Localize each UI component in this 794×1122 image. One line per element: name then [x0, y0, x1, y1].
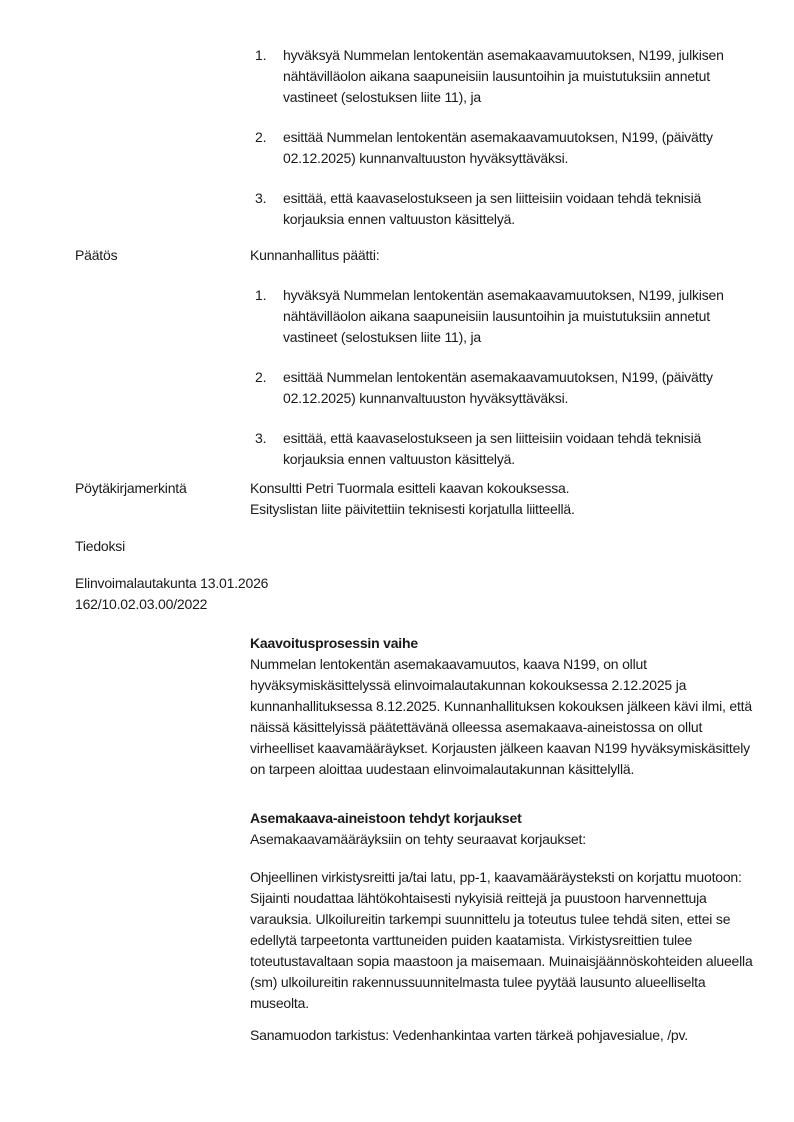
protocol-note-line: Esityslistan liite päivitettiin teknisesti korjatulla liitteellä. [250, 501, 575, 517]
list-item-text: esittää, että kaavaselostukseen ja sen liitteisiin voidaan tehdä teknisiä korjauksia ennen valtuuston käsittelyä. [283, 190, 702, 227]
list-item-text: esittää Nummelan lentokentän asemakaavamuutoksen, N199, (päivätty 02.12.2025) kunnanvaltuuston hyväksyttäväksi. [283, 369, 713, 406]
list-item [250, 428, 758, 470]
list-item-text: hyväksyä Nummelan lentokentän asemakaavamuutoksen, N199, julkisen nähtävilläolon aikana saapuneisiin lausuntoihin ja muistutuksiin annetut vastineet (selostuksen liite 11), ja [283, 287, 724, 345]
list-item [250, 367, 758, 409]
for-information-label: Tiedoksi [75, 538, 126, 554]
list-item-number: 3. [255, 190, 267, 206]
process-phase-body: Nummelan lentokentän asemakaavamuutos, kaava N199, on ollut hyväksymiskäsittelyssä elinvoimalautakunnan kokouksessa 2.12.2025 ja kunnanhallituksessa 8.12.2025. Kunnanhallituksen kokouksen jälkeen kävi ilmi, että näissä käsittelyissä päätettävänä olleessa asemakaava-aineistossa on ollut virheelliset kaavamääräykset. Korjausten jälkeen kaavan N199 hyväksymiskäsittely on tarpeen aloittaa uudestaan elinvoimalautakunnan käsittelyllä. [250, 656, 752, 777]
corrections-intro: Asemakaavamääräyksiin on tehty seuraavat korjaukset: [250, 831, 586, 847]
list-item [250, 45, 758, 108]
list-item-number: 3. [255, 430, 267, 446]
list-item-text: esittää Nummelan lentokentän asemakaavamuutoksen, N199, (päivätty 02.12.2025) kunnanvaltuuston hyväksyttäväksi. [283, 129, 713, 166]
list-item-number: 1. [255, 47, 267, 63]
corrections-body: Ohjeellinen virkistysreitti ja/tai latu, pp-1, kaavamääräysteksti on korjattu muotoon: Sijainti noudattaa lähtökohtaisesti nykyisiä reittejä ja puustoon harvennettuja varauksia. Ulkoilureitin tarkempi suunnittelu ja toteutus tulee tehdä siten, ettei se edellytä tarpeetonta varttuneiden puiden kaatamista. Virkistysreittien tulee toteutustavaltaan sopia maastoon ja maisemaan. Muinaisjäännöskohteiden alueella (sm) ulkoilureitin rakennussuunnitelmasta tulee pyytää lausunto alueelliselta museolta. [250, 869, 753, 1011]
list-item [250, 285, 758, 348]
decision-list [250, 285, 758, 470]
list-item-number: 1. [255, 287, 267, 303]
list-item-text: esittää, että kaavaselostukseen ja sen liitteisiin voidaan tehdä teknisiä korjauksia ennen valtuuston käsittelyä. [283, 430, 702, 467]
protocol-note-line: Konsultti Petri Tuormala esitteli kaavan kokouksessa. [250, 480, 570, 496]
corrections-heading: Asemakaava-aineistoon tehdyt korjaukset [250, 810, 522, 826]
list-item-text: hyväksyä Nummelan lentokentän asemakaavamuutoksen, N199, julkisen nähtävilläolon aikana saapuneisiin lausuntoihin ja muistutuksiin annetut vastineet (selostuksen liite 11), ja [283, 47, 724, 105]
list-item-number: 2. [255, 369, 267, 385]
decision-intro: Kunnanhallitus päätti: [250, 247, 380, 263]
proposal-list [250, 45, 758, 230]
corrections-note: Sanamuodon tarkistus: Vedenhankintaa varten tärkeä pohjavesialue, /pv. [250, 1027, 688, 1043]
list-item [250, 188, 758, 230]
decision-label: Päätös [75, 247, 118, 263]
protocol-note-content [250, 478, 758, 520]
list-item [250, 127, 758, 169]
protocol-note-label: Pöytäkirjamerkintä [75, 480, 187, 496]
committee-line: Elinvoimalautakunta 13.01.2026 [75, 575, 269, 591]
case-number: 162/10.02.03.00/2022 [75, 596, 208, 612]
process-phase-heading: Kaavoitusprosessin vaihe [250, 635, 418, 651]
list-item-number: 2. [255, 129, 267, 145]
committee-reference [75, 573, 495, 615]
